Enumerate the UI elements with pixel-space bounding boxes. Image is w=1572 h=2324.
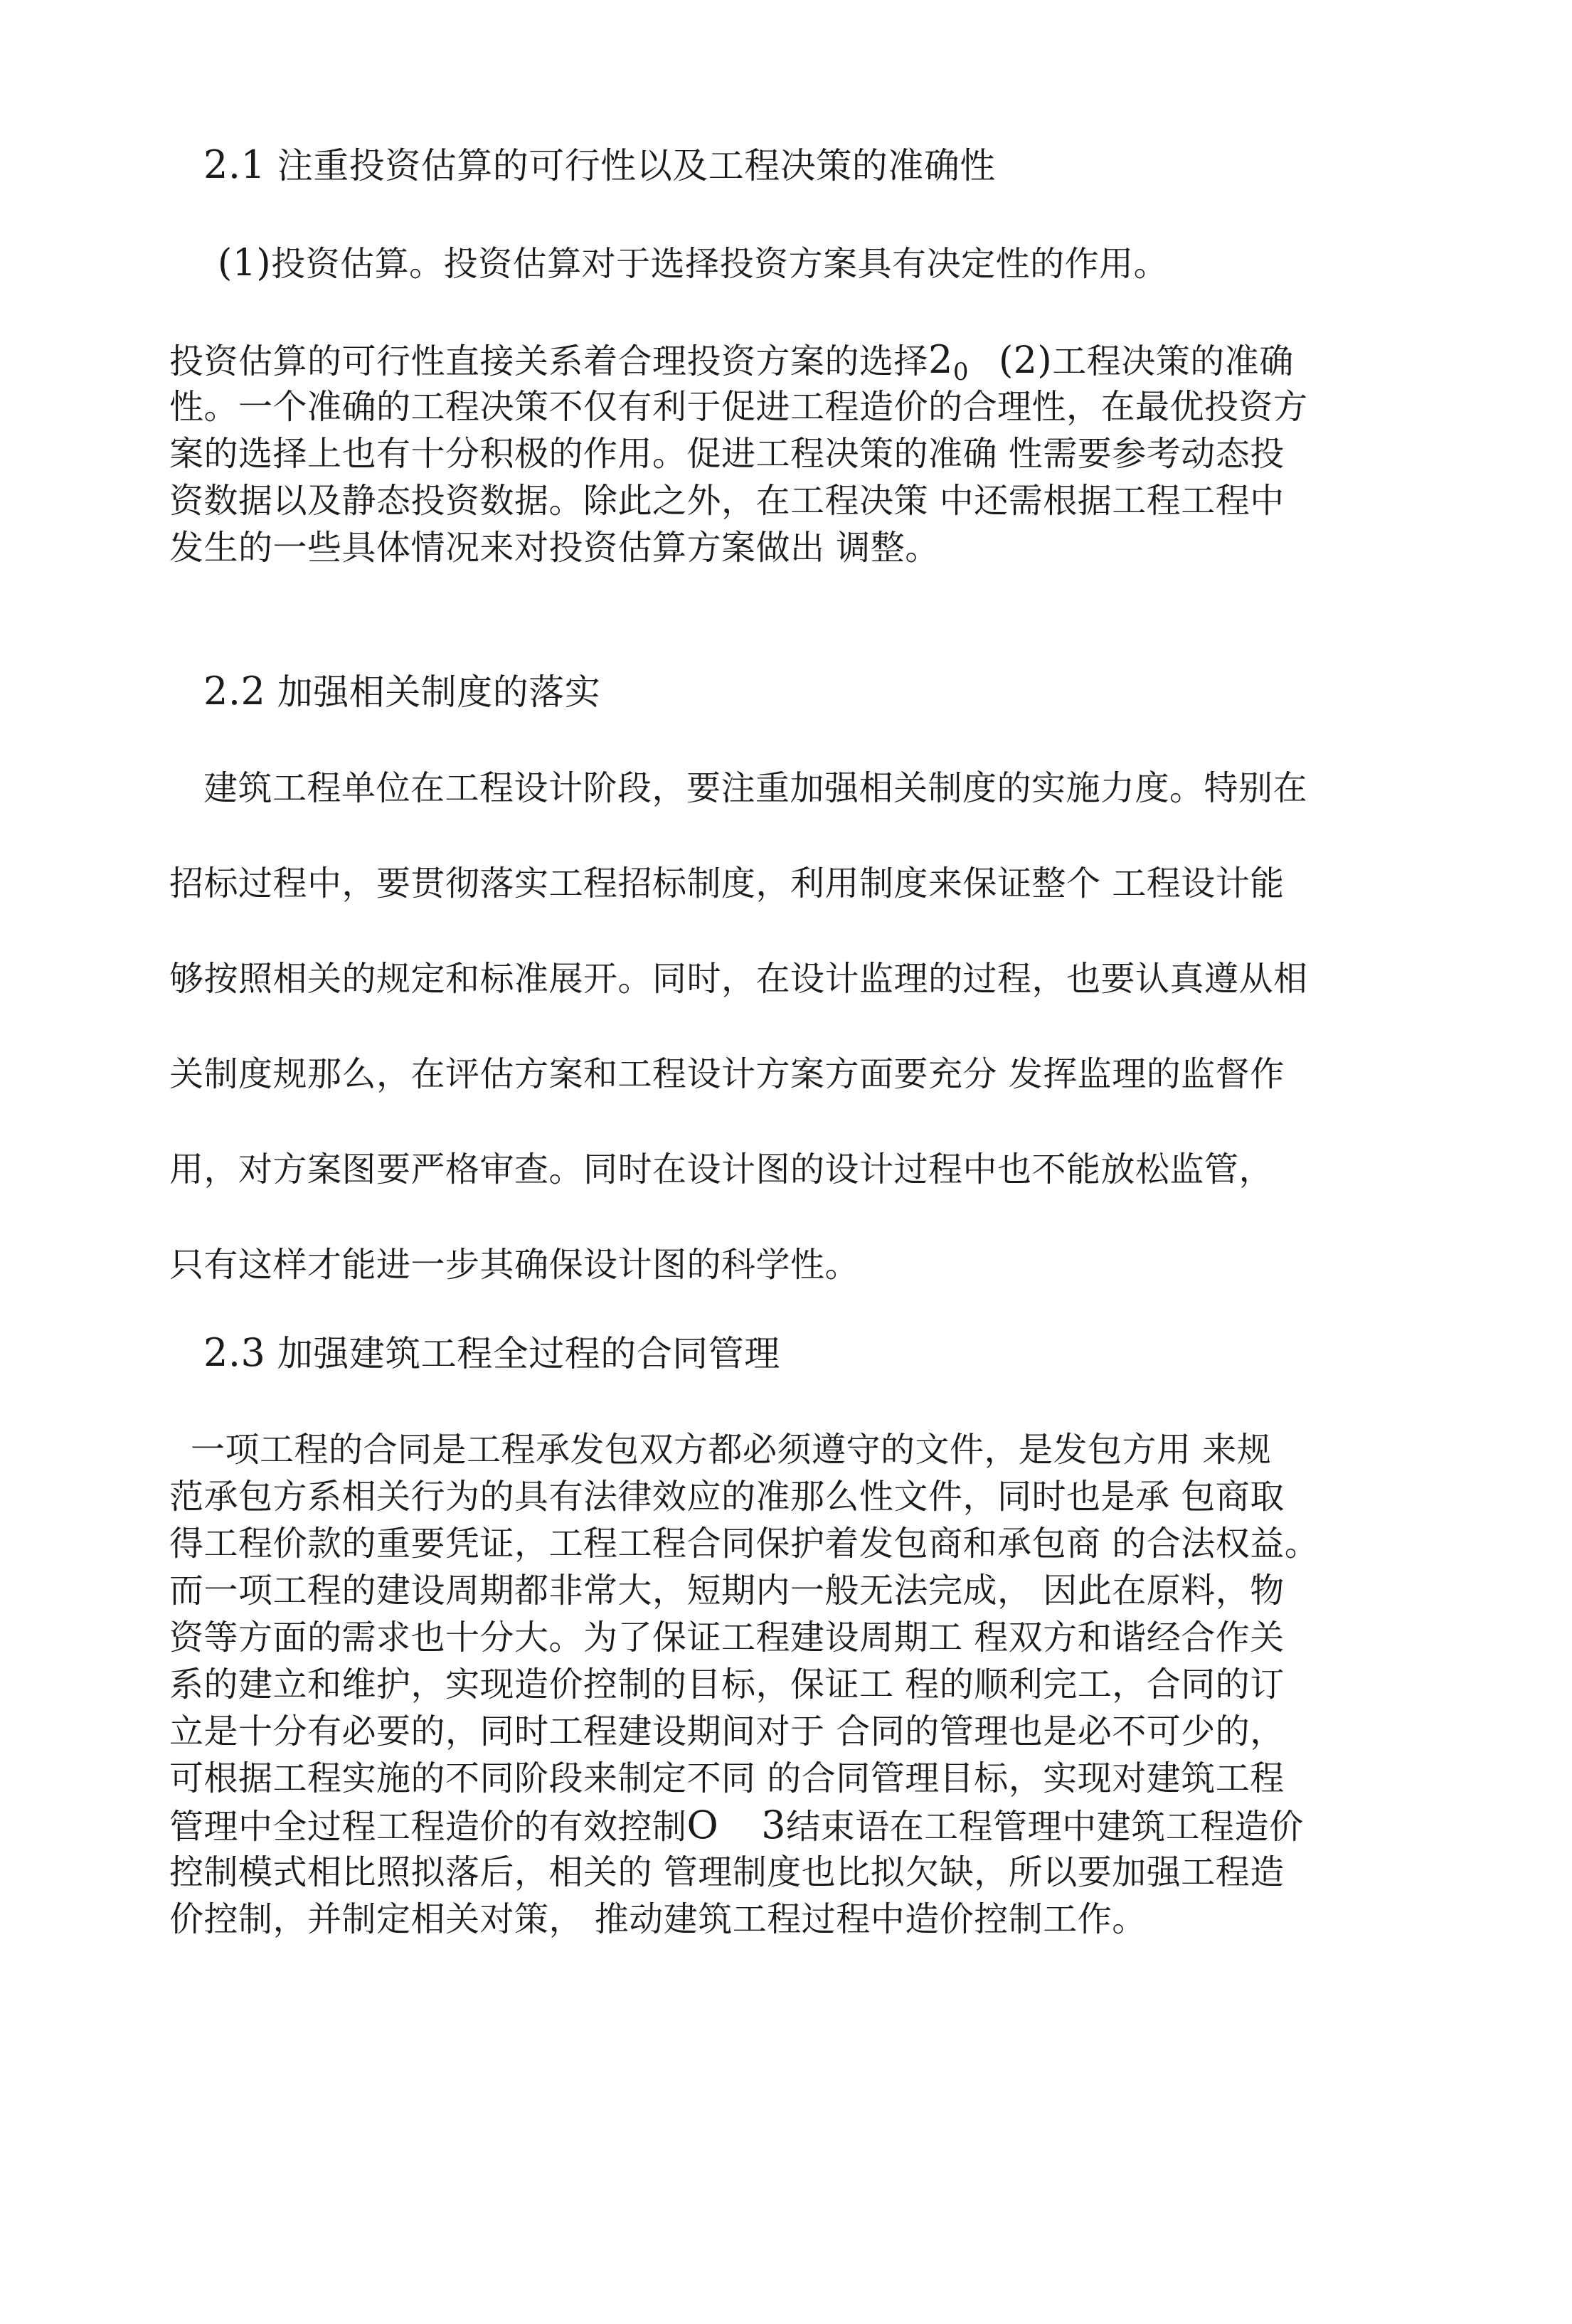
section-title: 注重投资估算的可行性以及工程决策的准确性 [277,145,996,186]
item-marker: (2) [999,339,1053,382]
paragraph-line: 招标过程中，要贯彻落实工程招标制度，利用制度来保证整个 工程设计能 [169,864,1285,903]
item-marker: (1) [218,242,272,285]
paragraph-line: 建筑工程单位在工程设计阶段，要注重加强相关制度的实施力度。特别在 [203,768,1308,808]
paragraph-line: 一项工程的合同是工程承发包双方都必须遵守的文件，是发包方用 来规 [191,1430,1272,1470]
paragraph-line: 范承包方系相关行为的具有法律效应的准那么性文件，同时也是承 包商取 [169,1477,1285,1517]
paragraph-line: 得工程价款的重要凭证，工程工程合同保护着发包商和承包商 的合法权益。 [169,1524,1319,1564]
section-title: 加强相关制度的落实 [277,672,601,713]
section-number: 2.2 [203,669,266,713]
paragraph-line: 只有这样才能进一步其确保设计图的科学性。 [169,1245,860,1285]
paragraph-line: 关制度规那么，在评估方案和工程设计方案方面要充分 发挥监理的监督作 [169,1054,1285,1094]
section-title: 加强建筑工程全过程的合同管理 [277,1333,780,1374]
paragraph-line: 用，对方案图要严格审查。同时在设计图的设计过程中也不能放松监管， [169,1150,1274,1189]
paragraph-line: 可根据工程实施的不同阶段来制定不同 的合同管理目标，实现对建筑工程 [169,1758,1285,1798]
paragraph-line: 发生的一些具体情况来对投资估算方案做出 调整。 [169,528,940,568]
item-text: 工程决策的准确 [1052,341,1294,381]
ref-mark: O [686,1803,719,1847]
paragraph-line: 系的建立和维护，实现造价控制的目标，保证工 程的顺利完工，合同的订 [169,1665,1285,1704]
ref-subscript: 0 [952,358,970,386]
section-2-3-heading [203,1330,1455,1376]
paragraph-line: 投资估算的可行性直接关系着合理投资方案的选择$2_0$ (2)工程决策的准确 [169,337,1294,386]
conclusion-text: 结束语在工程管理中建筑工程造价 [786,1807,1304,1847]
ref-number: 2 [928,337,953,382]
paragraph-line: 够按照相关的规定和标准展开。同时，在设计监理的过程，也要认真遵从相 [169,959,1308,999]
paragraph-line: 控制模式相比照拟落后，相关的 管理制度也比拟欠缺，所以要加强工程造 [169,1852,1285,1892]
paragraph-line: 资等方面的需求也十分大。为了保证工程建设周期工 程双方和谐经合作关 [169,1618,1285,1657]
section-number: 2.1 [203,142,266,187]
conclusion-number: 3 [761,1803,787,1847]
paragraph-line: 性。一个准确的工程决策不仅有利于促进工程造价的合理性，在最优投资方 [169,387,1308,427]
paragraph-line: 案的选择上也有十分积极的作用。促进工程决策的准确 性需要参考动态投 [169,434,1285,474]
paragraph-line: 资数据以及静态投资数据。除此之外，在工程决策 中还需根据工程工程中 [169,481,1285,521]
paragraph-line: 而一项工程的建设周期都非常大，短期内一般无法完成， 因此在原料，物 [169,1571,1285,1611]
item-text: 投资估算。投资估算对于选择投资方案具有决定性的作用。 [271,244,1169,284]
paragraph-line: 管理中全过程工程造价的有效控制O 3结束语在工程管理中建筑工程造价 [169,1803,1304,1847]
paragraph-line: 立是十分有必要的，同时工程建设期间对于 合同的管理也是必不可少的， [169,1712,1285,1751]
item-1-line [218,240,1470,287]
section-number: 2.3 [203,1330,266,1375]
section-2-2-heading [203,669,1455,715]
section-2-1-heading [203,142,1455,189]
paragraph-line: 价控制，并制定相关对策， 推动建筑工程过程中造价控制工作。 [169,1899,1147,1939]
